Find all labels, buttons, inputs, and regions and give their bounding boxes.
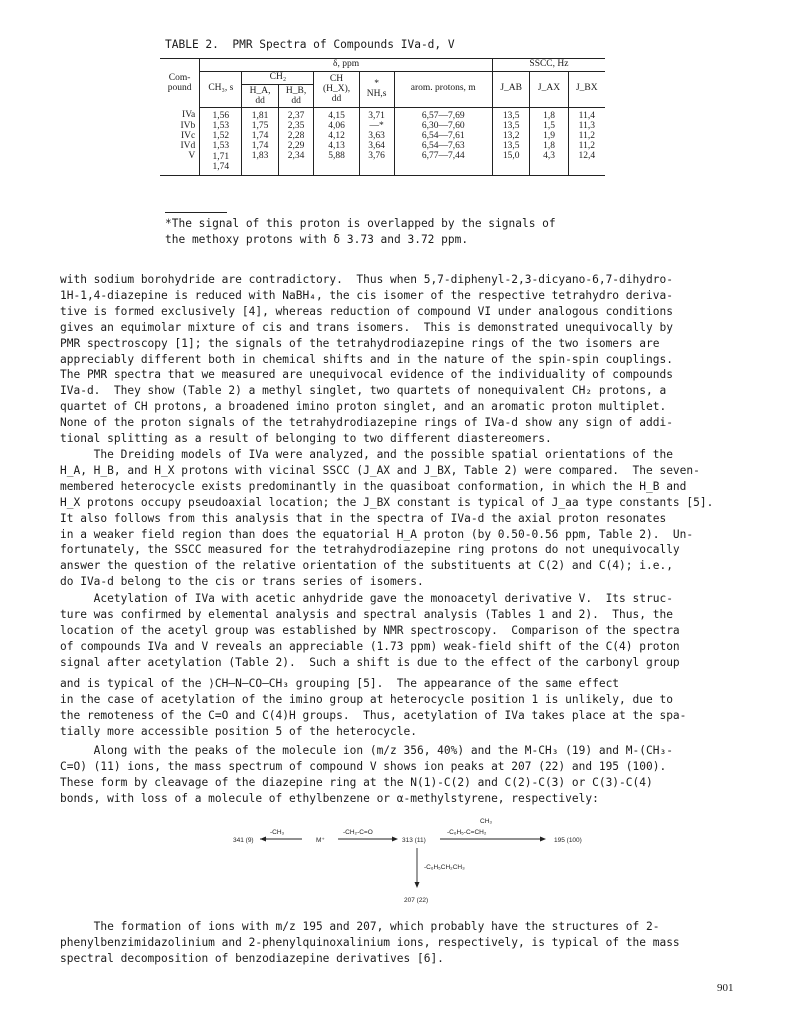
page-number: 901 [717, 982, 734, 994]
header-nh: * NH,s [359, 71, 394, 107]
arrowhead-341 [260, 837, 266, 842]
footnote-rule [165, 212, 227, 213]
pmr-table [160, 58, 605, 176]
header-ch2: CH₂ [242, 71, 314, 84]
paragraph-3-continued: and is typical of the ⟩CH—N—CO—CH₃ grouping [5]. The appearance of the same effect in the case of acetylation of the imino group at heterocycle position 1 is unlikely, due to the remoteness of the C=O and C(4)H groups. Thus, acetylation of IVa takes place at the spa- tially more accessible position 5 of the heterocycle. [60, 677, 687, 738]
arrowhead-313 [392, 837, 398, 842]
paragraph-5: The formation of ions with m/z 195 and 207, which probably have the structures of 2- phenylbenzimidazolinium and 2-phenylquinoxalinium ions, respectively, is typical of the mass spectral decomposition of benzodiazepine derivatives [6]. [60, 920, 680, 965]
paragraph-3: Acetylation of IVa with acetic anhydride gave the monoacetyl derivative V. Its struc- ture was confirmed by elemental analysis and spectral analysis (Tables 1 and 2). Thus, the location of the acetyl group was established by NMR spectroscopy. Comparison of the spectra of compounds IVa and V reveals an appreciable (1.73 ppm) weak-field shift of the C(4) proton signal after acetylation (Table 2). Such a shift is due to the effect of the carbonyl group [60, 592, 680, 669]
scheme-loss-acetyl: -CH₂-C=O [343, 829, 373, 836]
scheme-ion-313: 313 (11) [402, 837, 426, 844]
header-delta-group: δ, ppm [200, 59, 493, 72]
scheme-ion-341: 341 (9) [233, 837, 254, 844]
header-ch-hx: CH (H_X), dd [314, 71, 359, 107]
scheme-ion-195: 195 (100) [554, 837, 582, 844]
table-row: V 1,71 1,74 1,83 2,34 5,88 3,76 6,77—7,44 15,0 4,3 12,4 [160, 152, 605, 176]
table-row: IVd 1,53 1,74 2,29 4,13 3,64 6,54—7,63 13,5 1,8 11,2 [160, 142, 605, 152]
header-ch3: CH₃, s [200, 71, 242, 107]
table-caption: TABLE 2. PMR Spectra of Compounds IVa-d, V [165, 38, 455, 51]
header-compound: Com- pound [160, 59, 200, 108]
arrowhead-207 [415, 882, 420, 888]
header-jab: J_AB [492, 71, 530, 107]
scheme-ion-207: 207 (22) [404, 897, 429, 904]
header-jax: J_AX [530, 71, 568, 107]
header-sscc-group: SSCC, Hz [492, 59, 605, 72]
header-hb: H_B, dd [278, 84, 314, 107]
header-ha: H_A, dd [242, 84, 278, 107]
header-arom: arom. protons, m [394, 71, 492, 107]
paragraph-4: Along with the peaks of the molecule ion (m/z 356, 40%) and the M-CH₃ (19) and M-(CH₃- C=O) (11) ions, the mass spectrum of compound V shows ion peaks at 207 (22) and 195 (100). These form by cleavage of the diazepine ring at the N(1)-C(2) and C(2)-C(3) or C(3)-C(4) bonds, with loss of a molecule of ethylbenzene or α-methylstyrene, respectively: [60, 744, 673, 805]
paragraph-1: with sodium borohydride are contradictory. Thus when 5,7-diphenyl-2,3-dicyano-6,7-dihydro- 1H-1,4-diazepine is reduced with NaBH₄, the cis isomer of the respective tetrahydro deriva- tive is formed exclusively [4], whereas reduction of compound VI under analogous conditions gives an equimolar mixture of cis and trans isomers. This is demonstrated unequivocally by PMR spectroscopy [1]; the signals of the tetrahydrodiazepine rings of the two isomers are appreciably different both in chemical shifts and in the nature of the spin-spin couplings. The PMR spectra that we measured are unequivocal evidence of the individuality of compounds IVa-d. They show (Table 2) a methyl singlet, two quartets of nonequivalent CH₂ protons, a quartet of CH protons, a broadened imino proton singlet, and an aromatic proton multiplet. None of the proton signals of the tetrahydrodiazepine rings of IVa-d show any sign of addi- tional splitting as a result of belonging to two different diastereomers. [60, 273, 673, 446]
scheme-molecular-ion: M⁺ [316, 837, 325, 844]
table-row: IVa 1,56 1,81 2,37 4,15 3,71 6,57—7,69 13,5 1,8 11,4 [160, 107, 605, 121]
scheme-loss-ch3: -CH₃ [270, 829, 285, 836]
scheme-loss-methyl-top: CH₃ [480, 818, 493, 825]
table-footnote: *The signal of this proton is overlapped by the signals of the methoxy protons with δ 3.73 and 3.72 ppm. [165, 217, 556, 246]
arrowhead-195 [540, 837, 546, 842]
table-row: IVb 1,53 1,75 2,35 4,06 —* 6,30—7,60 13,5 1,5 11,3 [160, 122, 605, 132]
table-row: IVc 1,52 1,74 2,28 4,12 3,63 6,54—7,61 13,2 1,9 11,2 [160, 132, 605, 142]
fragmentation-scheme [0, 812, 796, 912]
scheme-loss-ethylbenzene: -C₆H₅CH₂CH₃ [424, 864, 465, 871]
header-jbx: J_BX [568, 71, 605, 107]
paragraph-2: The Dreiding models of IVa were analyzed, and the possible spatial orientations of the H_A, H_B, and H_X protons with vicinal SSCC (J_AX and J_BX, Table 2) were compared. The seven- membered heterocycle exists predominantly in the quasiboat conformation, in which the H_B and H_X protons occupy pseudoaxial location; the J_BX constant is typical of J_aa type constants [5]. It also follows from this analysis that in the spectra of IVa-d the axial proton resonates in a weaker field region than does the equatorial H_A proton (by 0.50-0.56 ppm, Table 2). Un- fortunately, the SSCC measured for the tetrahydrodiazepine ring protons do not unequivocally answer the question of the relative orientation of the substituents at C(2) and C(4); i.e., do IVa-d belong to the cis or trans series of isomers. [60, 448, 714, 589]
scheme-loss-methylstyrene: -C₆H₅-C=CH₂ [447, 829, 487, 836]
